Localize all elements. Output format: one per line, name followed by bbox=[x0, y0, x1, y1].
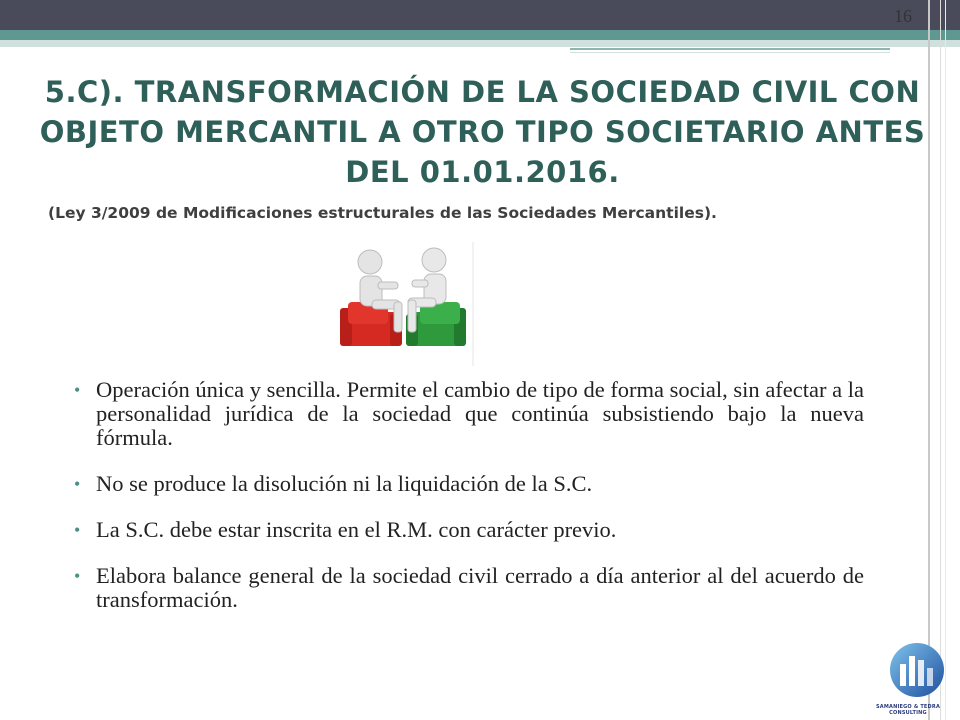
bullet-item bbox=[74, 518, 864, 542]
bullet-text: La S.C. debe estar inscrita en el R.M. con carácter previo. bbox=[96, 517, 617, 542]
bullet-icon: • bbox=[74, 520, 81, 540]
header-rule-thin bbox=[570, 52, 890, 53]
header-light-stripe bbox=[0, 40, 960, 47]
side-rule bbox=[940, 0, 941, 720]
header-rule bbox=[570, 48, 890, 50]
slide-number: 16 bbox=[894, 6, 912, 26]
bullet-icon: • bbox=[74, 474, 81, 494]
bullet-text: Elabora balance general de la sociedad civil cerrado a día anterior al del acuerdo de transformación. bbox=[96, 563, 864, 612]
bullet-icon: • bbox=[74, 566, 81, 586]
slide-title: 5.C). TRANSFORMACIÓN DE LA SOCIEDAD CIVIL CON OBJETO MERCANTIL A OTRO TIPO SOCIETARIO ANTES DEL 01.01.2016. bbox=[39, 75, 926, 189]
side-rule bbox=[945, 0, 946, 720]
bullet-icon: • bbox=[74, 380, 81, 400]
bullet-list bbox=[74, 378, 864, 634]
bullet-text: No se produce la disolución ni la liquidación de la S.C. bbox=[96, 471, 593, 496]
header-accent-stripe bbox=[0, 30, 960, 40]
bullet-item bbox=[74, 378, 864, 450]
header-bar bbox=[0, 0, 960, 30]
meeting-illustration bbox=[332, 242, 476, 366]
bullet-text: Operación única y sencilla. Permite el cambio de tipo de forma social, sin afectar a la personalidad jurídica de la sociedad que continúa subsistiendo bajo la nueva fórmula. bbox=[96, 377, 864, 450]
bullet-item bbox=[74, 564, 864, 612]
company-logo bbox=[888, 640, 946, 700]
bullet-item bbox=[74, 472, 864, 496]
logo-caption: SAMANIEGO & TEDRA CONSULTING bbox=[875, 704, 941, 716]
slide-subtitle: (Ley 3/2009 de Modificaciones estructurales de las Sociedades Mercantiles). bbox=[48, 204, 717, 222]
